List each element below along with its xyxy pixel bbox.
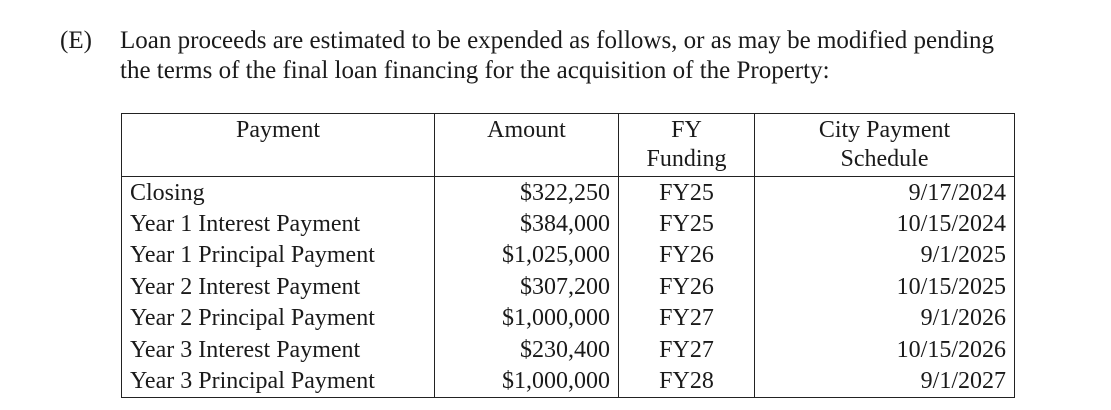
- cell-payment: Year 2 Interest Payment: [122, 271, 435, 303]
- cell-payment: Year 1 Interest Payment: [122, 208, 435, 240]
- cell-payment: Year 3 Principal Payment: [122, 366, 435, 398]
- table-row: [122, 240, 1015, 272]
- cell-schedule: 10/15/2026: [755, 334, 1015, 366]
- cell-fy: FY28: [619, 366, 755, 398]
- header-amount: Amount: [435, 114, 619, 177]
- header-fy-line1: FY: [671, 117, 702, 143]
- header-schedule-line2: Schedule: [840, 146, 929, 172]
- cell-schedule: 10/15/2025: [755, 271, 1015, 303]
- cell-schedule: 9/17/2024: [755, 177, 1015, 209]
- loan-proceeds-table: [121, 113, 1015, 398]
- cell-amount: $384,000: [435, 208, 619, 240]
- cell-payment: Year 2 Principal Payment: [122, 303, 435, 335]
- cell-schedule: 9/1/2025: [755, 240, 1015, 272]
- table-row: [122, 366, 1015, 398]
- cell-amount: $322,250: [435, 177, 619, 209]
- cell-fy: FY26: [619, 240, 755, 272]
- section-text-line: the terms of the final loan financing for the acquisition of the Property:: [120, 57, 830, 84]
- cell-amount: $230,400: [435, 334, 619, 366]
- cell-payment: Year 3 Interest Payment: [122, 334, 435, 366]
- cell-fy: FY27: [619, 303, 755, 335]
- cell-payment: Closing: [122, 177, 435, 209]
- cell-schedule: 9/1/2026: [755, 303, 1015, 335]
- cell-amount: $307,200: [435, 271, 619, 303]
- cell-fy: FY27: [619, 334, 755, 366]
- cell-fy: FY26: [619, 271, 755, 303]
- table-row: [122, 177, 1015, 209]
- header-city-payment-schedule: [755, 114, 1015, 177]
- header-schedule-line1: City Payment: [818, 117, 951, 143]
- cell-amount: $1,025,000: [435, 240, 619, 272]
- table-header-row: [122, 114, 1015, 177]
- cell-fy: FY25: [619, 177, 755, 209]
- cell-schedule: 10/15/2024: [755, 208, 1015, 240]
- cell-fy: FY25: [619, 208, 755, 240]
- header-payment: Payment: [122, 114, 435, 177]
- header-fy-funding: [619, 114, 755, 177]
- section-marker: (E): [60, 27, 92, 54]
- table-row: [122, 334, 1015, 366]
- cell-amount: $1,000,000: [435, 366, 619, 398]
- table-row: [122, 271, 1015, 303]
- table-row: [122, 208, 1015, 240]
- section-text-line: Loan proceeds are estimated to be expended as follows, or as may be modified pending: [120, 27, 995, 54]
- cell-amount: $1,000,000: [435, 303, 619, 335]
- cell-schedule: 9/1/2027: [755, 366, 1015, 398]
- table-row: [122, 303, 1015, 335]
- header-fy-line2: Funding: [646, 146, 727, 172]
- cell-payment: Year 1 Principal Payment: [122, 240, 435, 272]
- section-text: [120, 26, 1110, 86]
